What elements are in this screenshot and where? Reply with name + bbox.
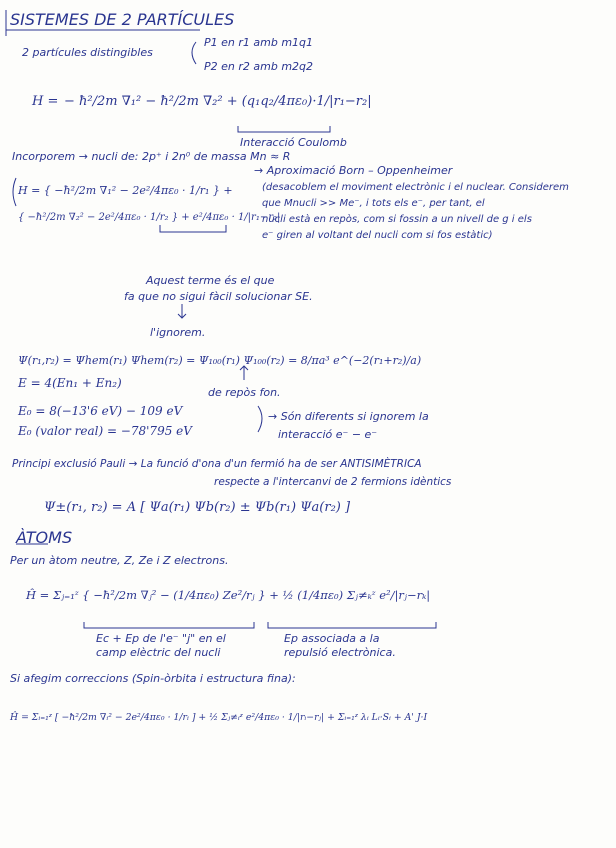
atom-right-underbrace bbox=[268, 622, 436, 628]
helium-intro: Incorporem → nucli de: 2p⁺ i 2n⁰ de massa Mn ≈ R bbox=[12, 150, 291, 163]
atom-left-underbrace bbox=[84, 622, 254, 628]
helium-brace-open bbox=[13, 178, 16, 206]
atoms-intro: Per un àtom neutre, Z, Ze i Z electrons. bbox=[10, 554, 229, 567]
rest-note: de repòs fon. bbox=[208, 386, 281, 399]
pauli-line-2: respecte a l'intercanvi de 2 fermions idèntics bbox=[214, 476, 452, 488]
atoms-title: ÀTOMS bbox=[16, 528, 73, 547]
helium-eq-line2: { −ħ²/2m ∇₂² − 2e²/4πε₀ · 1/r₂ } + e²/4πε₀ · 1/|r₁−r₂| bbox=[18, 212, 281, 223]
pauli-line-1: Principi exclusió Pauli → La funció d'ona d'un fermió ha de ser ANTISIMÈTRICA bbox=[12, 458, 422, 470]
ground-energy-real: E₀ (valor real) = −78'795 eV bbox=[18, 424, 192, 438]
up-arrow bbox=[240, 366, 248, 380]
ignored-term-underbrace bbox=[160, 225, 226, 232]
born-text-2: que Mnucli >> Me⁻, i tots els e⁻, per tant, el bbox=[262, 198, 485, 209]
ignored-note-2: fa que no sigui fàcil solucionar SE. bbox=[124, 290, 313, 303]
ground-energy: E₀ = 8(−13'6 eV) − 109 eV bbox=[18, 404, 183, 418]
helium-eq-line1: H = { −ħ²/2m ∇₁² − 2e²/4πε₀ · 1/r₁ } + bbox=[18, 184, 233, 197]
wavefunction-eq: Ψ(r₁,r₂) = Ψhem(r₁) Ψhem(r₂) = Ψ₁₀₀(r₁) Ψ₁₀₀(r₂) = 8/πa³ e^(−2(r₁+r₂)/a) bbox=[18, 354, 422, 367]
particle-1-line: P1 en r1 amb m1q1 bbox=[204, 36, 314, 49]
born-text-1: (desacoblem el moviment electrònic i el nuclear. Considerem bbox=[262, 182, 569, 193]
particles-brace bbox=[192, 42, 196, 64]
atom-hamiltonian: Ĥ = Σⱼ₌₁ᶻ { −ħ²/2m ∇ⱼ² − (1/4πε₀) Ze²/rⱼ } + ½ (1/4πε₀) Σⱼ≠ₖᶻ e²/|rⱼ−rₖ| bbox=[26, 588, 431, 602]
hamiltonian-terms: − ħ²/2m ∇₁² − ħ²/2m ∇₂² + (q₁q₂/4πε₀)·1/|r₁−r₂| bbox=[64, 94, 372, 109]
antisymmetric-eq: Ψ±(r₁, r₂) = A [ Ψa(r₁) Ψb(r₂) ± Ψb(r₁) Ψa(r₂) ] bbox=[44, 500, 351, 515]
page-title: SISTEMES DE 2 PARTÍCULES bbox=[10, 10, 235, 29]
right-brace-label-1: Ep associada a la bbox=[284, 632, 380, 645]
coulomb-label: Interacció Coulomb bbox=[240, 136, 347, 149]
born-text-3: nucli està en repòs, com si fossin a un nivell de g i els bbox=[262, 214, 532, 225]
distinguible-intro: 2 partícules distingibles bbox=[22, 46, 153, 59]
ignored-note-3: l'ignorem. bbox=[150, 326, 206, 339]
particle-2-line: P2 en r2 amb m2q2 bbox=[204, 60, 314, 73]
coulomb-underbrace bbox=[238, 126, 330, 132]
born-text-4: e⁻ giren al voltant del nucli com si fos estàtic) bbox=[262, 230, 493, 241]
hamiltonian-lhs: H = bbox=[32, 94, 59, 109]
difference-note-1: → Són diferents si ignorem la bbox=[268, 410, 429, 423]
left-brace-label-1: Ec + Ep de l'e⁻ "j" en el bbox=[96, 632, 226, 645]
difference-note-2: interacció e⁻ − e⁻ bbox=[278, 428, 378, 441]
energy-sum: E = 4(En₁ + En₂) bbox=[18, 376, 122, 390]
energy-brace bbox=[258, 406, 262, 432]
born-title: → Aproximació Born – Oppenheimer bbox=[254, 164, 453, 177]
left-brace-label-2: camp elèctric del nucli bbox=[96, 646, 221, 659]
corrections-note: Si afegim correccions (Spin-òrbita i estructura fina): bbox=[10, 672, 296, 685]
final-hamiltonian: Ĥ = Σᵢ₌₁ᶻ [ −ħ²/2m ∇ᵢ² − 2e²/4πε₀ · 1/rᵢ ] + ½ Σⱼ≠ᵢᶻ e²/4πε₀ · 1/|rᵢ−rⱼ| + Σᵢ₌₁ᶻ λᵢ Lᵢ·Sᵢ + A' J·I bbox=[10, 712, 428, 723]
right-brace-label-2: repulsió electrònica. bbox=[284, 646, 396, 659]
ignored-note-1: Aquest terme és el que bbox=[146, 274, 275, 287]
down-arrow bbox=[178, 304, 186, 318]
